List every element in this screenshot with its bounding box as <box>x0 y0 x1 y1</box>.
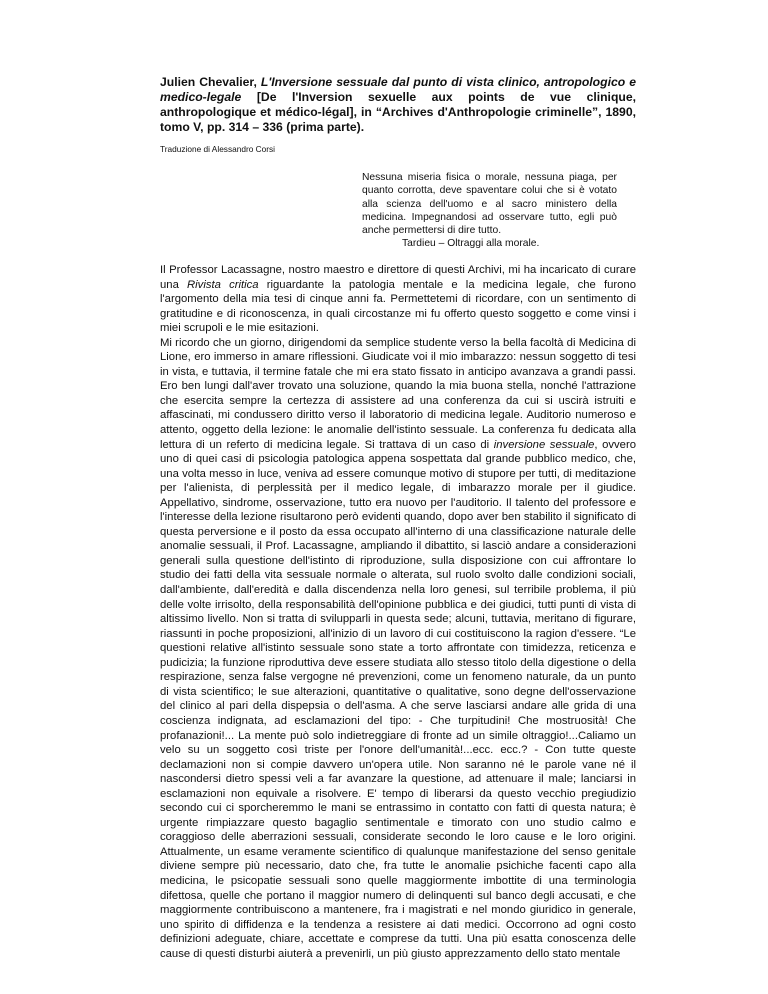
epigraph-attribution: Tardieu – Oltraggi alla morale. <box>402 238 540 250</box>
emphasis-inversione-sessuale: inversione sessuale <box>493 438 595 451</box>
epigraph <box>362 171 617 251</box>
translator-credit: Traduzione di Alessandro Corsi <box>160 144 275 154</box>
emphasis-rivista-critica: Rivista critica <box>187 278 259 291</box>
italian-title: L'Inversione sessuale dal punto di vista clinico, antropologico e medico-legale <box>160 75 636 104</box>
paragraph-text: , ovvero uno di quei casi di psicologia patologica appena sospettata dal grande pubblico medico, che, una volta messo in luce, veniva ad essere comunque motivo di stupore per tutti, di meditazione per l'alienista, di perplessità per il medico legale, di imbarazzo morale per il giudice. Appellativo, sindrome, osservazione, tutto era nuovo per l'auditorio. Il talento del professore e l'interesse della lezione risultarono però evidenti quando, dopo aver ben stabilito il significato di questa perversione e il posto da essa occupato all'interno di una classificazione naturale delle anomalie sessuali, il Prof. Lacassagne, ampliando il dibattito, si lasciò andare a considerazioni generali sulla questione dell'istinto di riproduzione, sulla disposizione con cui affrontare lo studio dei fatti della vita sessuale normale o alterata, sul ruolo svolto dalle condizioni sociali, dall'ambiente, dall'eredità e dalla discendenza nella loro genesi, sul terribile problema, il più delle volte irrisolto, della responsabilità dell'opinione pubblica e dei giudici, tutti punti di vista di altissimo livello. Non si tratta di svilupparli in questa sede; alcuni, tuttavia, meritano di figurare, riassunti in poche proposizioni, all'inizio di un lavoro di cui costituiscono la ragion d'essere. “Le questioni relative all'istinto sessuale sono state a torto affrontate con timidezza, reticenza e pudicizia; la funzione riproduttiva deve essere studiata allo stesso titolo della digestione o della respirazione, senza false vergogne né prevenzioni, come un fenomeno naturale, da un punto di vista scientifico; le sue alterazioni, quantitative o qualitative, sono degne dell'osservazione del clinico al pari della dispepsia o dell'asma. A che serve lasciarsi andare alle grida di una coscienza indignata, ad esclamazioni del tipo: - Che turpitudini! Che mostruosità! Che profanazioni!... La mente può solo indietreggiare di fronte ad un simile oltraggio!...Caliamo un velo su un soggetto così triste per l'onore dell'umanità!...ecc. ecc.? - Con tutte queste declamazioni non si compie davvero un'opera utile. Non saranno né le parole vane né il nascondersi dietro spessi veli a far avanzare la questione, ad attenuare il male; lanciarsi in esclamazioni non equivale a risolvere. E' tempo di liberarsi da questo vecchio pregiudizio secondo cui ci sporcheremmo le mani se entrassimo in contatto con fatti di questa natura; è urgente rimpiazzare questo bagaglio sentimentale e timorato con uno studio calmo e coraggioso delle aberrazioni sessuali, considerate secondo le loro cause e le loro origini. Attualmente, un esame veramente scientifico di qualunque manifestazione del senso genitale diviene sempre più necessario, dato che, fra tutte le anomalie psichiche facenti capo alla medicina, le psicopatie sessuali sono quelle maggiormente imbottite di una terminologia difettosa, quelle che portano il maggior numero di delinquenti sul banco degli accusati, e che maggiormente contribuiscono a mantenere, fra i magistrati e nel mondo giuridico in generale, uno spirito di diffidenza e la tendenza a resistere ai dati medici. Occorrono ad ogni costo definizioni adeguate, chiare, accettate e comprese da tutti. Una più esatta conoscenza delle cause di questi disturbi aiuterà a prevenirli, un più giusto apprezzamento dello stato mentale <box>160 438 636 960</box>
author-name: Julien Chevalier, <box>160 75 257 89</box>
article-title <box>160 75 636 135</box>
document-body <box>160 263 636 983</box>
epigraph-quote: Nessuna miseria fisica o morale, nessuna piaga, per quanto corrotta, deve spaventare colui che si è votato alla scienza dell'uomo e al sacro ministero della medicina. Impegnandosi ad osservare tutto, egli può anche permettersi di dire tutto. <box>362 172 617 237</box>
title-reference: [De l'Inversion sexuelle aux points de vue clinique, anthropologique et médico-légal], in “Archives d'Anthropologie criminelle”, 1890, tomo V, pp. 314 – 336 (prima parte). <box>160 90 636 134</box>
paragraph-text: Mi ricordo che un giorno, dirigendomi da semplice studente verso la bella facoltà di Medicina di Lione, ero immerso in amare riflessioni. Giudicate voi il mio imbarazzo: nessun soggetto di tesi in vista, e tuttavia, il termine fatale che mi era stato fissato in anticipo avanzava a grandi passi. Ero ben lungi dall'aver trovato una soluzione, quando la mia buona stella, nonché l'attrazione che esercita sempre la certezza di assistere ad una conferenza da cui si uscirà istruiti e affascinati, mi condussero diritto verso il laboratorio di medicina legale. Auditorio numeroso e attento, oggetto della lezione: le anomalie dell'istinto sessuale. La conferenza fu dedicata alla lettura di un referto di medicina legale. Si trattava di un caso di <box>160 336 636 451</box>
paragraph-text: Il Professor Lacassagne, nostro maestro e direttore di questi Archivi, mi ha incaricato di curare una <box>160 264 636 291</box>
body-paragraph-2 <box>160 336 636 962</box>
document-header <box>160 75 636 155</box>
paragraph-text: riguardante la patologia mentale e la medicina legale, che furono l'argomento della mia tesi di cinque anni fa. Permettetemi di ricordare, con un sentimento di gratitudine e di riconoscenza, in quali circostanze mi fu offerto questo soggetto e come vinsi i miei scrupoli e le mie esitazioni. <box>160 278 636 335</box>
body-paragraph-1 <box>160 263 636 336</box>
